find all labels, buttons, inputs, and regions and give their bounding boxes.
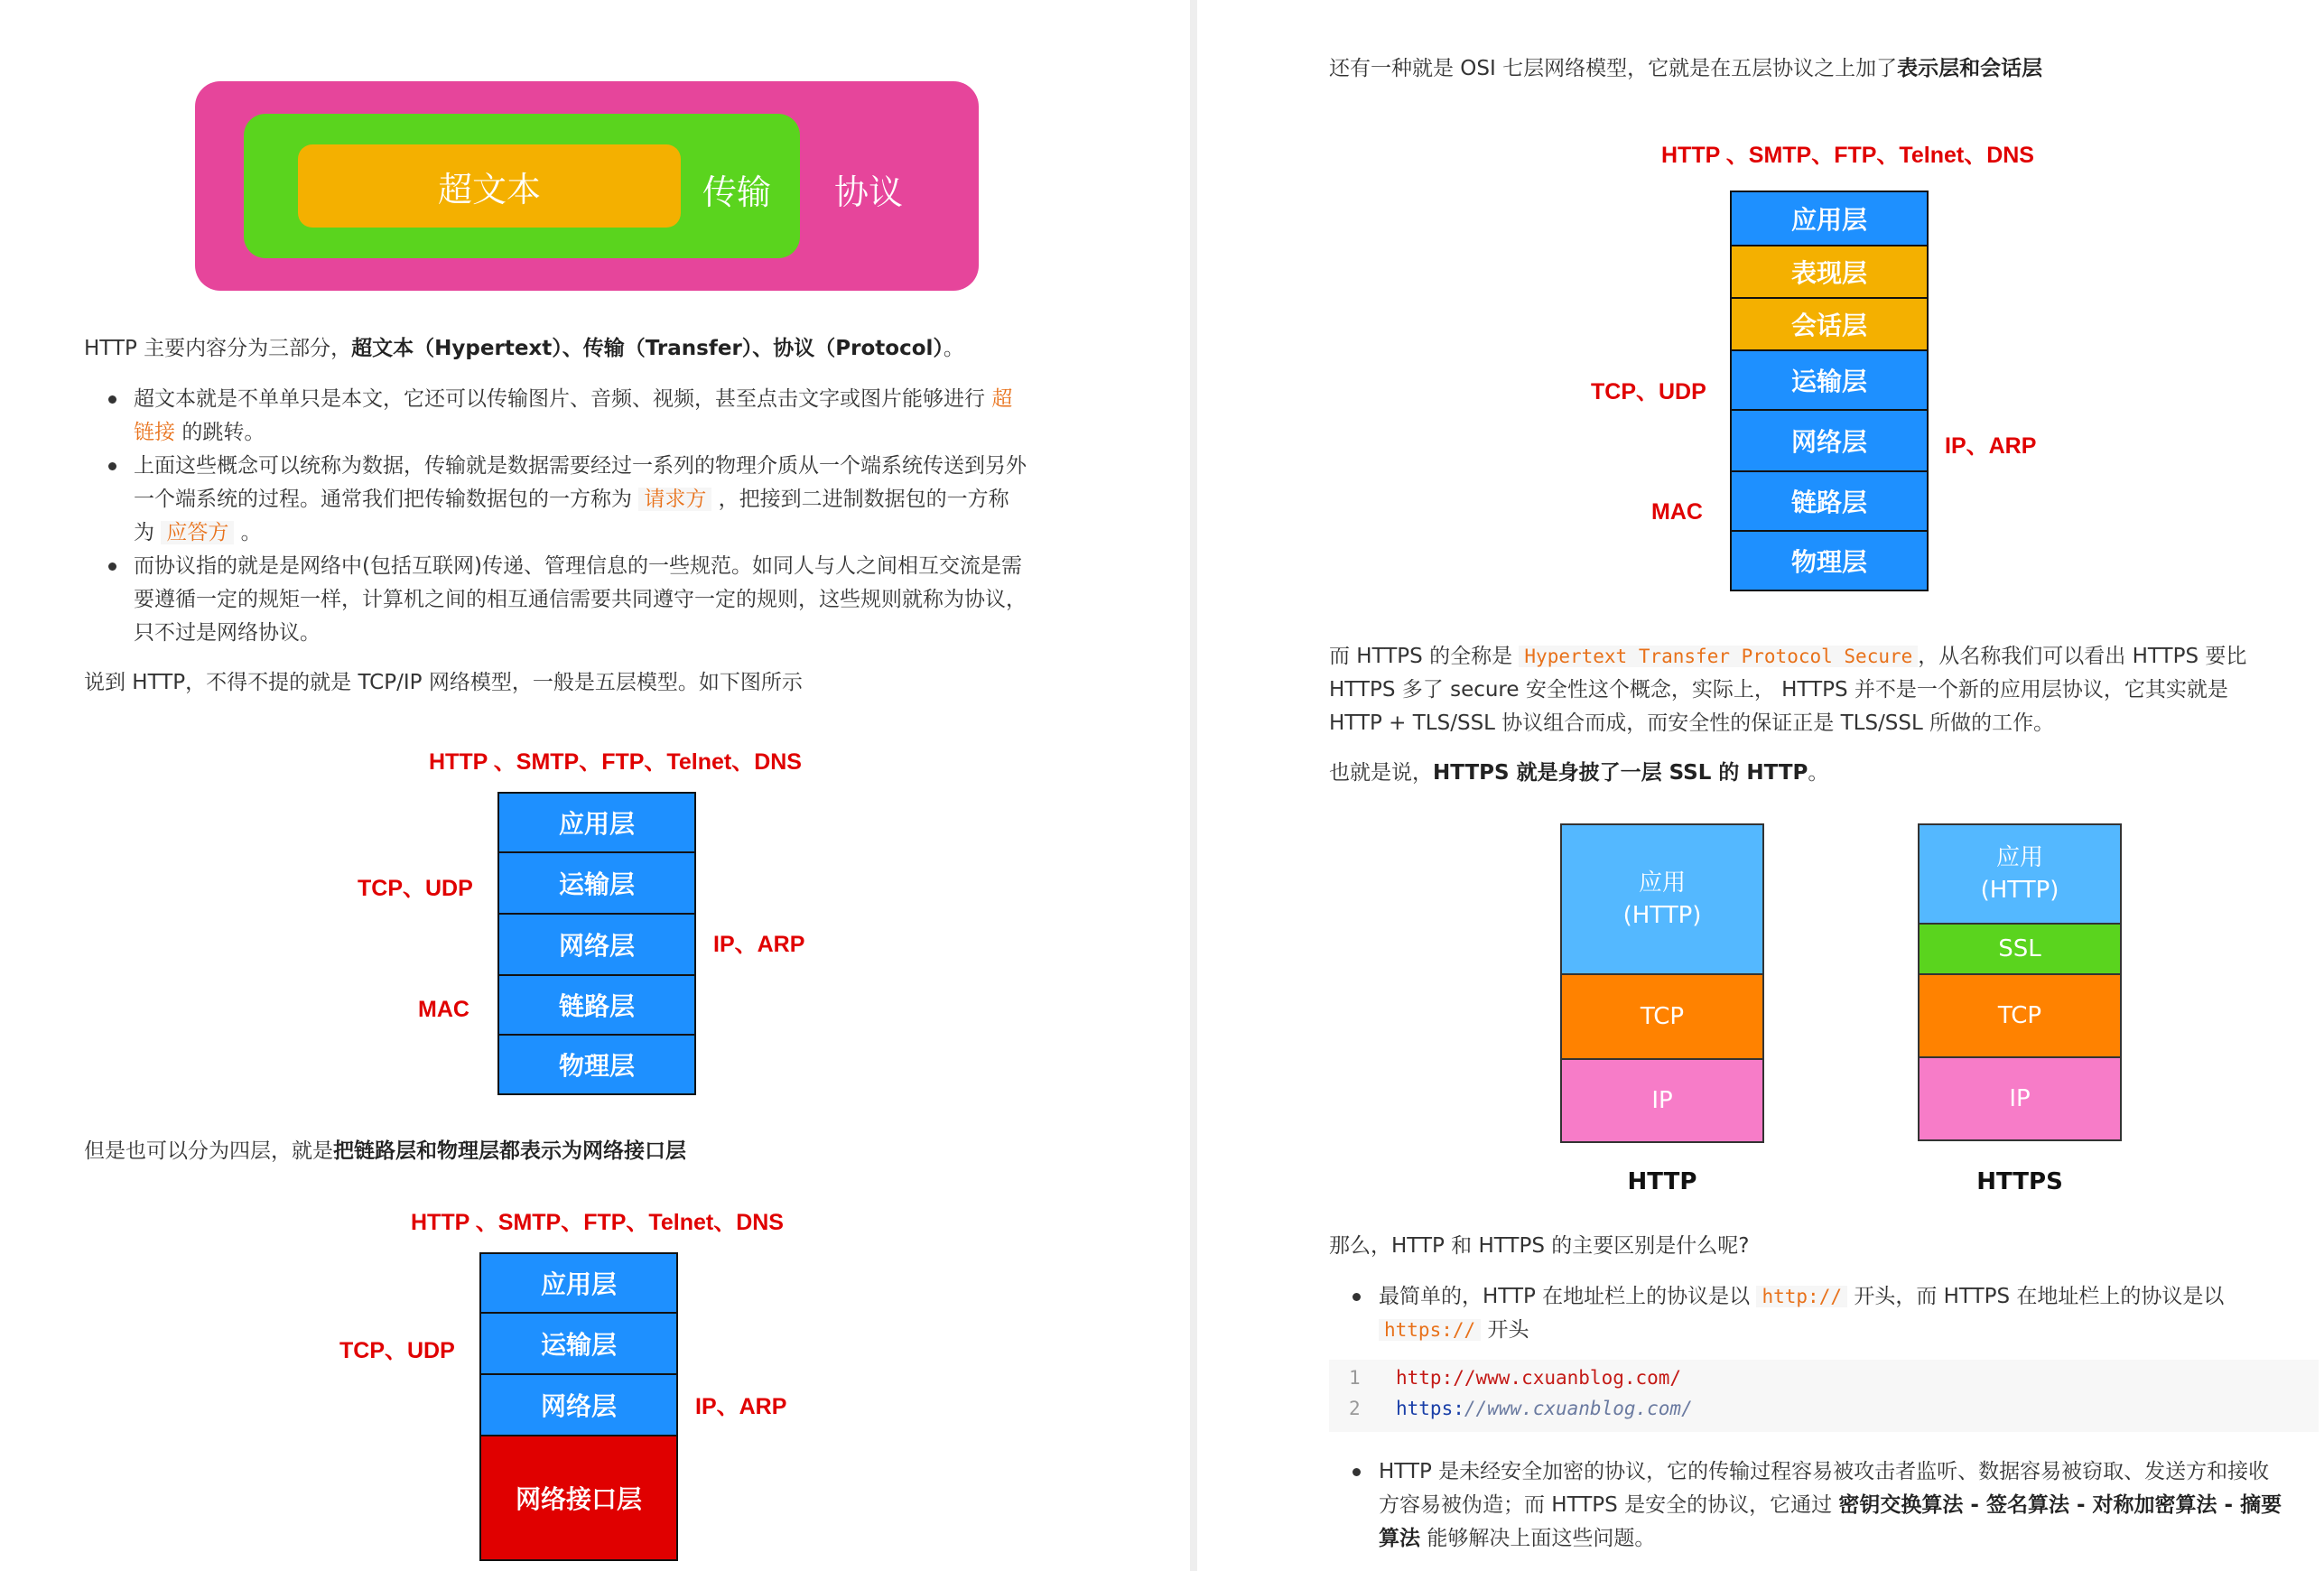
bullet-hypertext-line2: 链接 的跳转。 <box>134 421 265 444</box>
bullet-dot <box>108 562 116 571</box>
five-layer-app-protocols: HTTP 、SMTP、FTP、Telnet、DNS <box>429 749 802 775</box>
hypertext-transfer-protocol-diagram <box>195 81 979 291</box>
page-gutter <box>1190 0 1197 1571</box>
right-page <box>1197 0 2324 1571</box>
layer-network: 网络层 <box>497 913 696 976</box>
hypertext-box <box>298 144 681 228</box>
requester-term: 请求方 <box>638 488 711 511</box>
difference-2-line3: 算法 能够解决上面这些问题。 <box>1379 1527 1656 1550</box>
protocol-label: 协议 <box>834 172 904 212</box>
https-tcp-layer: TCP <box>1918 973 2122 1058</box>
https-stack <box>1918 825 2122 1141</box>
four-layer-app-protocols: HTTP 、SMTP、FTP、Telnet、DNS <box>411 1210 784 1235</box>
five-layer-tcp-udp: TCP、UDP <box>358 876 473 901</box>
bullet-dot <box>1353 1468 1361 1476</box>
bullet-transfer-line2: 一个端系统的过程。通常我们把传输数据包的一方称为 请求方 ，把接到二进制数据包的一方称 <box>134 488 1009 511</box>
layer-application: 应用层 <box>497 792 696 853</box>
http-tcp-layer: TCP <box>1560 973 1764 1060</box>
bullet-hypertext-line1: 超文本就是不单单只是本文，它还可以传输图片、音频、视频，甚至点击文字或图片能够进行 超 <box>134 387 1013 411</box>
difference-1-line1: 最简单的，HTTP 在地址栏上的协议是以 http:// 开头，而 HTTPS 在地址栏上的协议是以 <box>1379 1285 2225 1308</box>
difference-2-line1: HTTP 是未经安全加密的协议，它的传输过程容易被攻击者监听、数据容易被窃取、发送方和接收 <box>1379 1460 2270 1483</box>
five-layer-ip-arp: IP、ARP <box>713 932 805 957</box>
layer-transport: 运输层 <box>497 851 696 915</box>
http-ip-layer: IP <box>1560 1058 1764 1143</box>
four-layer-ip-arp: IP、ARP <box>695 1394 787 1419</box>
seven-layer-ip-arp: IP、ARP <box>1945 433 2037 459</box>
bullet-transfer-line1: 上面这些概念可以统称为数据，传输就是数据需要经过一系列的物理介质从一个端系统传送到另外 <box>134 454 1027 478</box>
layer-link: 链路层 <box>497 974 696 1036</box>
https-paragraph-line2: HTTPS 多了 secure 安全性这个概念，实际上， HTTPS 并不是一个新的应用层协议，它其实就是 <box>1329 678 2228 702</box>
http-app-layer: 应用 (HTTP) <box>1560 823 1764 975</box>
layer-presentation: 表现层 <box>1730 245 1929 299</box>
four-layer-stack <box>479 1254 678 1561</box>
bullet-transfer-line3: 为 应答方 。 <box>134 521 262 544</box>
ssl-paragraph: 也就是说，HTTPS 就是身披了一层 SSL 的 HTTP。 <box>1329 761 1829 785</box>
bullet-dot <box>108 462 116 470</box>
https-full-name-code: Hypertext Transfer Protocol Secure <box>1519 646 1918 667</box>
http-stack <box>1560 825 1764 1143</box>
code-line-https: https://www.cxuanblog.com/ <box>1396 1398 1693 1419</box>
https-paragraph-line3: HTTP + TLS/SSL 协议组合而成，而安全性的保证正是 TLS/SSL 所做的工作。 <box>1329 711 2055 735</box>
layer-network: 网络层 <box>479 1373 678 1436</box>
https-ssl-layer: SSL <box>1918 923 2122 975</box>
http-caption: HTTP <box>1627 1168 1697 1195</box>
layer-physical: 物理层 <box>497 1034 696 1095</box>
osi-paragraph: 还有一种就是 OSI 七层网络模型，它就是在五层协议之上加了表示层和会话层 <box>1329 57 2043 80</box>
seven-layer-tcp-udp: TCP、UDP <box>1591 379 1706 404</box>
layer-transport: 运输层 <box>1730 349 1929 411</box>
layer-network: 网络层 <box>1730 409 1929 472</box>
https-ip-layer: IP <box>1918 1056 2122 1141</box>
https-app-layer: 应用 (HTTP) <box>1918 823 2122 925</box>
difference-2-line2: 方容易被伪造；而 HTTPS 是安全的协议，它通过 密钥交换算法 - 签名算法 - 对称加密算法 - 摘要 <box>1379 1493 2282 1517</box>
hypertext-label: 超文本 <box>437 169 541 209</box>
seven-layer-app-protocols: HTTP 、SMTP、FTP、Telnet、DNS <box>1661 143 2034 168</box>
tcpip-paragraph: 说到 HTTP，不得不提的就是 TCP/IP 网络模型，一般是五层模型。如下图所示 <box>84 671 803 694</box>
https-paragraph-line1: 而 HTTPS 的全称是 Hypertext Transfer Protocol Secure ，从名称我们可以看出 HTTPS 要比 <box>1329 645 2247 668</box>
difference-question: 那么，HTTP 和 HTTPS 的主要区别是什么呢? <box>1329 1234 1750 1258</box>
layer-network-interface: 网络接口层 <box>479 1435 678 1561</box>
transfer-label: 传输 <box>702 172 772 212</box>
code-line-http: http://www.cxuanblog.com/ <box>1396 1367 1682 1389</box>
four-layer-paragraph: 但是也可以分为四层，就是把链路层和物理层都表示为网络接口层 <box>84 1139 686 1163</box>
http-scheme-code: http:// <box>1756 1286 1847 1307</box>
intro-paragraph: HTTP 主要内容分为三部分，超文本（Hypertext）、传输（Transfer）、协议（Protocol）。 <box>84 337 964 360</box>
bullet-protocol-line3: 只不过是网络协议。 <box>134 621 321 645</box>
layer-application: 应用层 <box>1730 191 1929 246</box>
five-layer-mac: MAC <box>418 997 469 1022</box>
four-layer-tcp-udp: TCP、UDP <box>339 1338 455 1363</box>
responder-term: 应答方 <box>161 521 234 544</box>
five-layer-stack <box>497 794 696 1095</box>
layer-link: 链路层 <box>1730 470 1929 532</box>
bullet-protocol-line1: 而协议指的就是是网络中(包括互联网)传递、管理信息的一些规范。如同人与人之间相互交流是需 <box>134 554 1022 578</box>
seven-layer-mac: MAC <box>1651 499 1703 525</box>
https-scheme-code: https:// <box>1379 1319 1481 1341</box>
layer-physical: 物理层 <box>1730 530 1929 591</box>
bullet-protocol-line2: 要遵循一定的规矩一样，计算机之间的相互通信需要共同遵守一定的规则，这些规则就称为协议， <box>134 588 1027 611</box>
bullet-dot <box>1353 1293 1361 1301</box>
seven-layer-stack <box>1730 192 1929 591</box>
https-caption: HTTPS <box>1976 1168 2063 1195</box>
difference-1-line2: https:// 开头 <box>1379 1314 1529 1347</box>
line-number: 1 <box>1349 1367 1361 1389</box>
line-number: 2 <box>1349 1398 1361 1419</box>
layer-session: 会话层 <box>1730 297 1929 351</box>
transfer-box <box>244 114 800 258</box>
hyperlink-term: 超 <box>991 387 1013 411</box>
url-code-block <box>1329 1360 2319 1432</box>
layer-application: 应用层 <box>479 1252 678 1314</box>
bullet-dot <box>108 395 116 404</box>
layer-transport: 运输层 <box>479 1312 678 1375</box>
